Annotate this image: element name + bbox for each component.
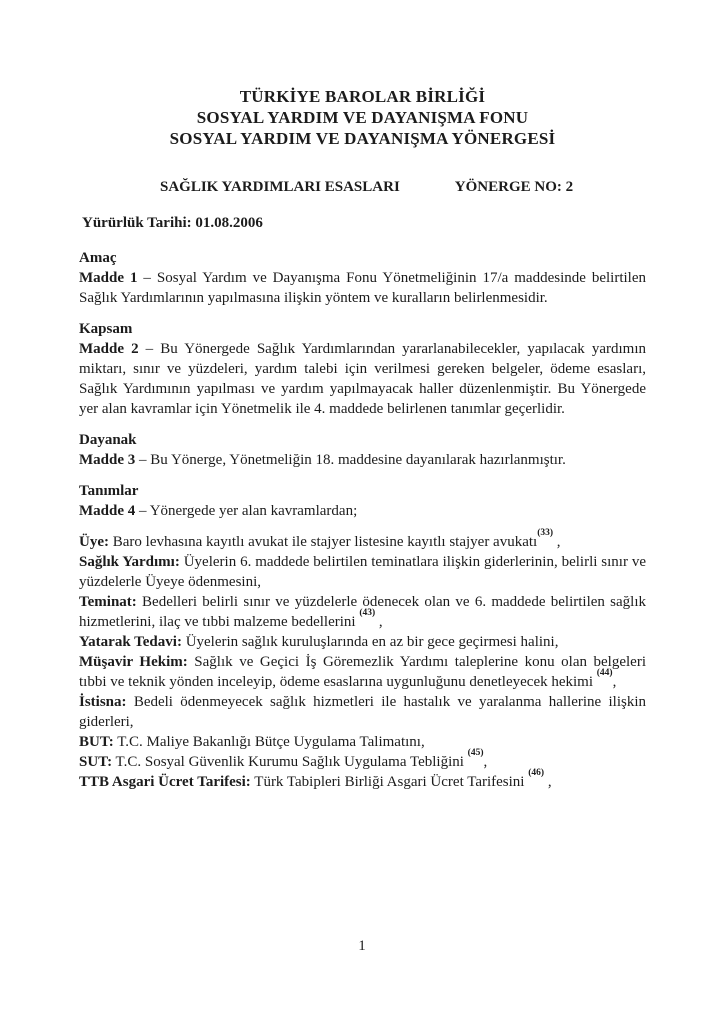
definition-tail: , <box>375 614 383 630</box>
definition-saglik-yardimi <box>79 552 646 592</box>
section-dayanak <box>79 430 646 470</box>
definition-term: Yatarak Tedavi: <box>79 634 182 650</box>
section-paragraph-kapsam <box>79 339 646 419</box>
definition-text: Sağlık ve Geçici İş Göremezlik Yardımı taleplerine konu olan belgeleri tıbbi ve teknik yönden inceleyip, ödeme esaslarına uygunluğunu denetleyecek hekimi <box>79 654 646 690</box>
madde-label: Madde 3 <box>79 452 136 468</box>
madde-label: Madde 2 <box>79 341 139 357</box>
definition-istisna <box>79 692 646 732</box>
definition-ttb-tarifesi <box>79 767 646 792</box>
title-line-1: TÜRKİYE BAROLAR BİRLİĞİ <box>239 87 486 106</box>
definition-text: Bedelleri belirli sınır ve yüzdelerle ödenecek olan ve 6. maddede belirtilen sağlık hizmetlerini, ilaç ve tıbbi malzeme bedellerini <box>79 594 646 630</box>
definition-term: TTB Asgari Ücret Tarifesi: <box>79 774 251 790</box>
madde-text: – Sosyal Yardım ve Dayanışma Fonu Yönetmeliğinin 17/a maddesinde belirtilen Sağlık Yardımlarının yapılmasına ilişkin yöntem ve kuralların belirlenmesidir. <box>79 270 647 306</box>
definition-text: Baro levhasına kayıtlı avukat ile stajyer listesine kayıtlı stajyer avukatı <box>109 534 538 550</box>
section-heading-kapsam: Kapsam <box>79 321 133 337</box>
section-paragraph-tanimlar <box>79 501 646 521</box>
madde-label: Madde 4 <box>79 503 136 519</box>
definition-uye <box>79 527 646 552</box>
section-heading-dayanak: Dayanak <box>79 432 137 448</box>
definition-term: SUT: <box>79 754 113 770</box>
footnote-ref-44: (44) <box>596 667 613 678</box>
page-number: 1 <box>358 938 366 954</box>
definition-musavir-hekim <box>79 652 646 692</box>
definition-term: Teminat: <box>79 594 137 610</box>
effective-date: Yürürlük Tarihi: 01.08.2006 <box>82 215 263 231</box>
definition-term: İstisna: <box>79 694 127 710</box>
section-amac <box>79 248 646 308</box>
title-line-2: SOSYAL YARDIM VE DAYANIŞMA FONU <box>196 108 529 127</box>
footnote-ref-46: (46) <box>528 767 545 778</box>
subtitle-right: YÖNERGE NO: 2 <box>454 179 574 195</box>
definition-term: Üye: <box>79 534 109 550</box>
definition-teminat <box>79 592 646 632</box>
section-paragraph-amac <box>79 268 646 308</box>
definition-term: Müşavir Hekim: <box>79 654 188 670</box>
document-subtitle <box>79 177 646 197</box>
title-line-3: SOSYAL YARDIM VE DAYANIŞMA YÖNERGESİ <box>169 129 556 148</box>
definition-text: Bedeli ödenmeyecek sağlık hizmetleri ile hastalık ve yaralanma hallerine ilişkin giderleri, <box>79 694 646 730</box>
section-paragraph-dayanak <box>79 450 646 470</box>
definition-term: Sağlık Yardımı: <box>79 554 180 570</box>
section-heading-tanimlar: Tanımlar <box>79 483 139 499</box>
definition-tail: , <box>544 774 552 790</box>
section-kapsam <box>79 319 646 419</box>
document-title <box>79 86 646 149</box>
footnote-ref-33: (33) <box>537 527 554 538</box>
definition-text: Türk Tabipleri Birliği Asgari Ücret Tarifesini <box>250 774 529 790</box>
subtitle-left: SAĞLIK YARDIMLARI ESASLARI <box>160 179 400 195</box>
definition-yatarak-tedavi <box>79 632 646 652</box>
madde-text: – Yönergede yer alan kavramlardan; <box>135 503 358 519</box>
definition-but <box>79 732 646 752</box>
definition-text: T.C. Maliye Bakanlığı Bütçe Uygulama Talimatını, <box>113 734 425 750</box>
madde-text: – Bu Yönergede Sağlık Yardımlarından yararlanabilecekler, yapılacak yardımın miktarı, sınır ve yüzdeleri, yardım talebi için verilmesi gereken belgeler, ödeme esasları, Sağlık Yardımının yapılması ve yardım yapılmayacak haller düzenlenmiştir. Bu Yönergede yer alan kavramlar için Yönetmelik ile 4. maddede belirlenen tanımlar geçerlidir. <box>79 341 647 417</box>
definition-tail: , <box>553 534 561 550</box>
definition-text: Üyelerin 6. maddede belirtilen teminatlara ilişkin giderlerinin, belirli sınır ve yüzdelerle Üyeye ödenmesini, <box>79 554 646 590</box>
definition-tail: , <box>483 754 488 770</box>
section-tanimlar <box>79 481 646 521</box>
definition-term: BUT: <box>79 734 114 750</box>
footnote-ref-43: (43) <box>359 607 376 618</box>
section-heading-amac: Amaç <box>79 250 117 266</box>
madde-text: – Bu Yönerge, Yönetmeliğin 18. maddesine dayanılarak hazırlanmıştır. <box>135 452 566 468</box>
footnote-ref-45: (45) <box>467 747 484 758</box>
definition-text: Üyelerin sağlık kuruluşlarında en az bir gece geçirmesi halini, <box>181 634 559 650</box>
definition-sut <box>79 747 646 772</box>
definition-text: T.C. Sosyal Güvenlik Kurumu Sağlık Uygulama Tebliğini <box>112 754 468 770</box>
definition-tail: , <box>612 674 617 690</box>
madde-label: Madde 1 <box>79 270 138 286</box>
